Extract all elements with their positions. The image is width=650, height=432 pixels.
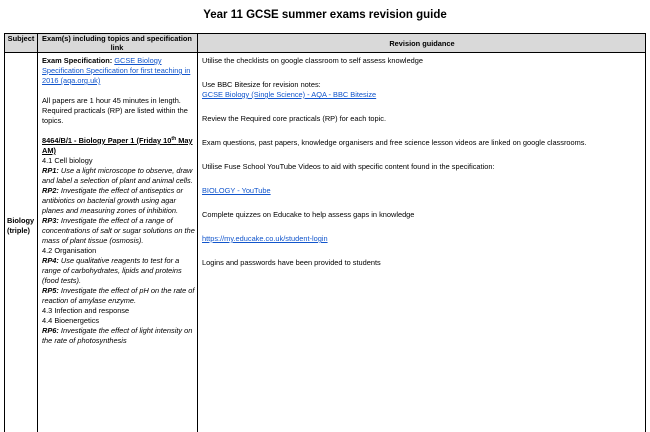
rp-text: Investigate the effect of a range of concentrations of salt or sugar solutions on the mass of plant tissue (osmosis). — [42, 216, 195, 245]
page-title: Year 11 GCSE summer exams revision guide — [203, 9, 447, 21]
required-practical-item — [42, 286, 196, 306]
guidance-bitesize: Use BBC Bitesize for revision notes: — [202, 80, 321, 89]
paper1-date-end: May AM) — [42, 136, 193, 155]
revision-table — [4, 33, 646, 432]
paper1-heading — [42, 136, 196, 156]
topic-item: 4.4 Bioenergetics — [42, 316, 100, 325]
rp-text: Use a light microscope to observe, draw and label a selection of plant and animal cells. — [42, 166, 193, 185]
exam-spec-label: Exam Specification: — [42, 56, 113, 65]
required-practical-item — [42, 186, 196, 216]
guidance-checklists: Utilise the checklists on google classroom to self assess knowledge — [202, 56, 424, 65]
bitesize-link[interactable]: GCSE Biology (Single Science) - AQA - BBC Bitesize — [202, 90, 377, 99]
paper1-date: (Friday 10 — [136, 136, 172, 145]
rp-text: Use qualitative reagents to test for a range of carbohydrates, lipids and proteins (food tests). — [42, 256, 182, 285]
rp-label: RP6: — [42, 326, 59, 335]
required-practical-item — [42, 166, 196, 186]
rp-label: RP2: — [42, 186, 59, 195]
required-practical-item — [42, 326, 196, 346]
rp-label: RP3: — [42, 216, 59, 225]
topic-item: 4.3 Infection and response — [42, 306, 130, 315]
youtube-link[interactable]: BIOLOGY - YouTube — [202, 186, 271, 195]
exam-details-cell — [42, 56, 196, 346]
subject-cell: Biology (triple) — [7, 216, 35, 235]
guidance-core-practicals: Review the Required core practicals (RP) for each topic. — [202, 114, 387, 123]
required-practical-item — [42, 256, 196, 286]
rp-text: Investigate the effect of antiseptics or antibiotics on bacterial growth using agar planes and measuring zones of inhibition. — [42, 186, 183, 215]
column-divider — [37, 34, 38, 432]
exam-spec-link[interactable]: GCSE Biology Specification Specification for first teaching in 2016 (aqa.org.uk) — [42, 56, 191, 85]
guidance-fuse-school: Utilise Fuse School YouTube Videos to aid with specific content found in the specification: — [202, 162, 495, 171]
educake-link[interactable]: https://my.educake.co.uk/student-login — [202, 234, 328, 243]
header-subject: Subject — [7, 34, 35, 43]
required-practical-item — [42, 216, 196, 246]
paper1-date-suffix: th — [171, 136, 177, 142]
topic-item: 4.1 Cell biology — [42, 156, 93, 165]
rp-label: RP5: — [42, 286, 59, 295]
guidance-logins: Logins and passwords have been provided to students — [202, 258, 381, 267]
header-revision-guidance: Revision guidance — [389, 39, 455, 48]
paper1-code: 8464/B/1 - Biology Paper 1 — [42, 136, 135, 145]
column-divider — [197, 34, 198, 432]
topic-item: 4.2 Organisation — [42, 246, 97, 255]
guidance-google-classrooms: Exam questions, past papers, knowledge organisers and free science lesson videos are linked on google classrooms. — [202, 138, 587, 147]
header-exams: Exam(s) including topics and specification link — [42, 34, 192, 52]
guidance-educake: Complete quizzes on Educake to help assess gaps in knowledge — [202, 210, 415, 219]
topic-list — [42, 156, 196, 346]
rp-text: Investigate the effect of light intensity on the rate of photosynthesis — [42, 326, 193, 345]
papers-note: All papers are 1 hour 45 minutes in length. Required practicals (RP) are listed within the topics. — [42, 96, 188, 125]
rp-text: Investigate the effect of pH on the rate of reaction of amylase enzyme. — [42, 286, 195, 305]
rp-label: RP1: — [42, 166, 59, 175]
rp-label: RP4: — [42, 256, 59, 265]
